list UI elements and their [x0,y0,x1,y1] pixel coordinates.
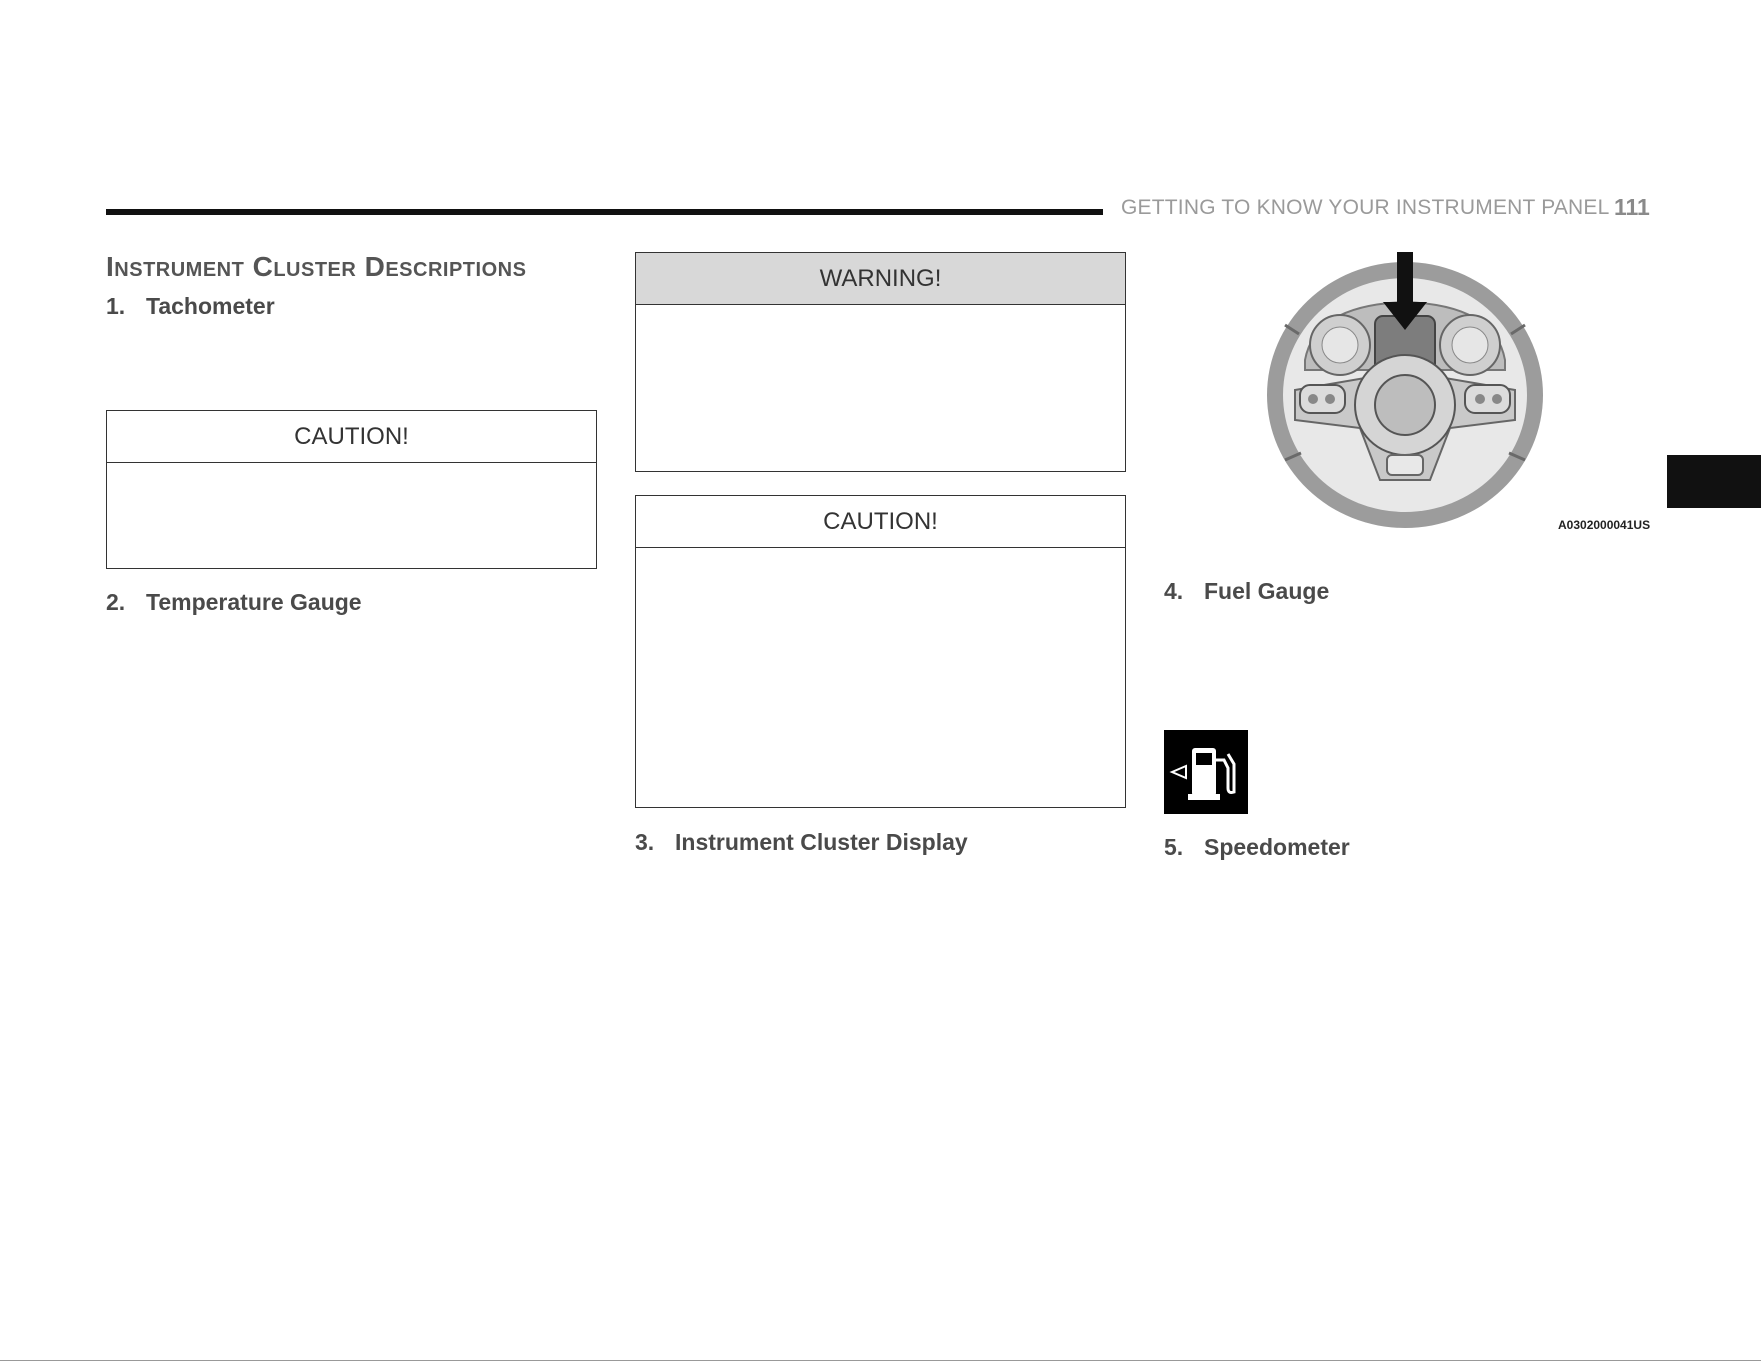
list-item-instrument-cluster-display [635,829,968,856]
fuel-pump-icon [1164,730,1248,814]
section-title: Instrument Cluster Descriptions [106,251,527,282]
item-number: 5. [1164,834,1184,860]
chapter-tab [1667,455,1761,508]
list-item-temperature-gauge [106,589,362,616]
list-item-tachometer [106,293,275,320]
item-number: 3. [635,829,655,855]
item-label: Tachometer [146,293,275,319]
figure-code: A0302000041US [1558,518,1651,532]
caution-heading: CAUTION! [107,411,596,463]
list-item-fuel-gauge [1164,578,1329,605]
header-rule [106,209,1103,215]
caution-heading: CAUTION! [636,496,1125,548]
running-header: GETTING TO KNOW YOUR INSTRUMENT PANEL [1121,196,1610,219]
item-number: 1. [106,293,126,319]
item-number: 2. [106,589,126,615]
caution-box [106,410,597,569]
warning-box [635,252,1126,472]
item-label: Temperature Gauge [146,589,362,615]
page-number: 111 [1614,194,1650,220]
item-label: Speedometer [1204,834,1350,860]
warning-heading: WARNING! [636,253,1125,305]
steering-wheel-illustration [1255,250,1555,540]
caution-box [635,495,1126,808]
item-number: 4. [1164,578,1184,604]
list-item-speedometer [1164,834,1350,861]
item-label: Fuel Gauge [1204,578,1330,604]
item-label: Instrument Cluster Display [675,829,968,855]
